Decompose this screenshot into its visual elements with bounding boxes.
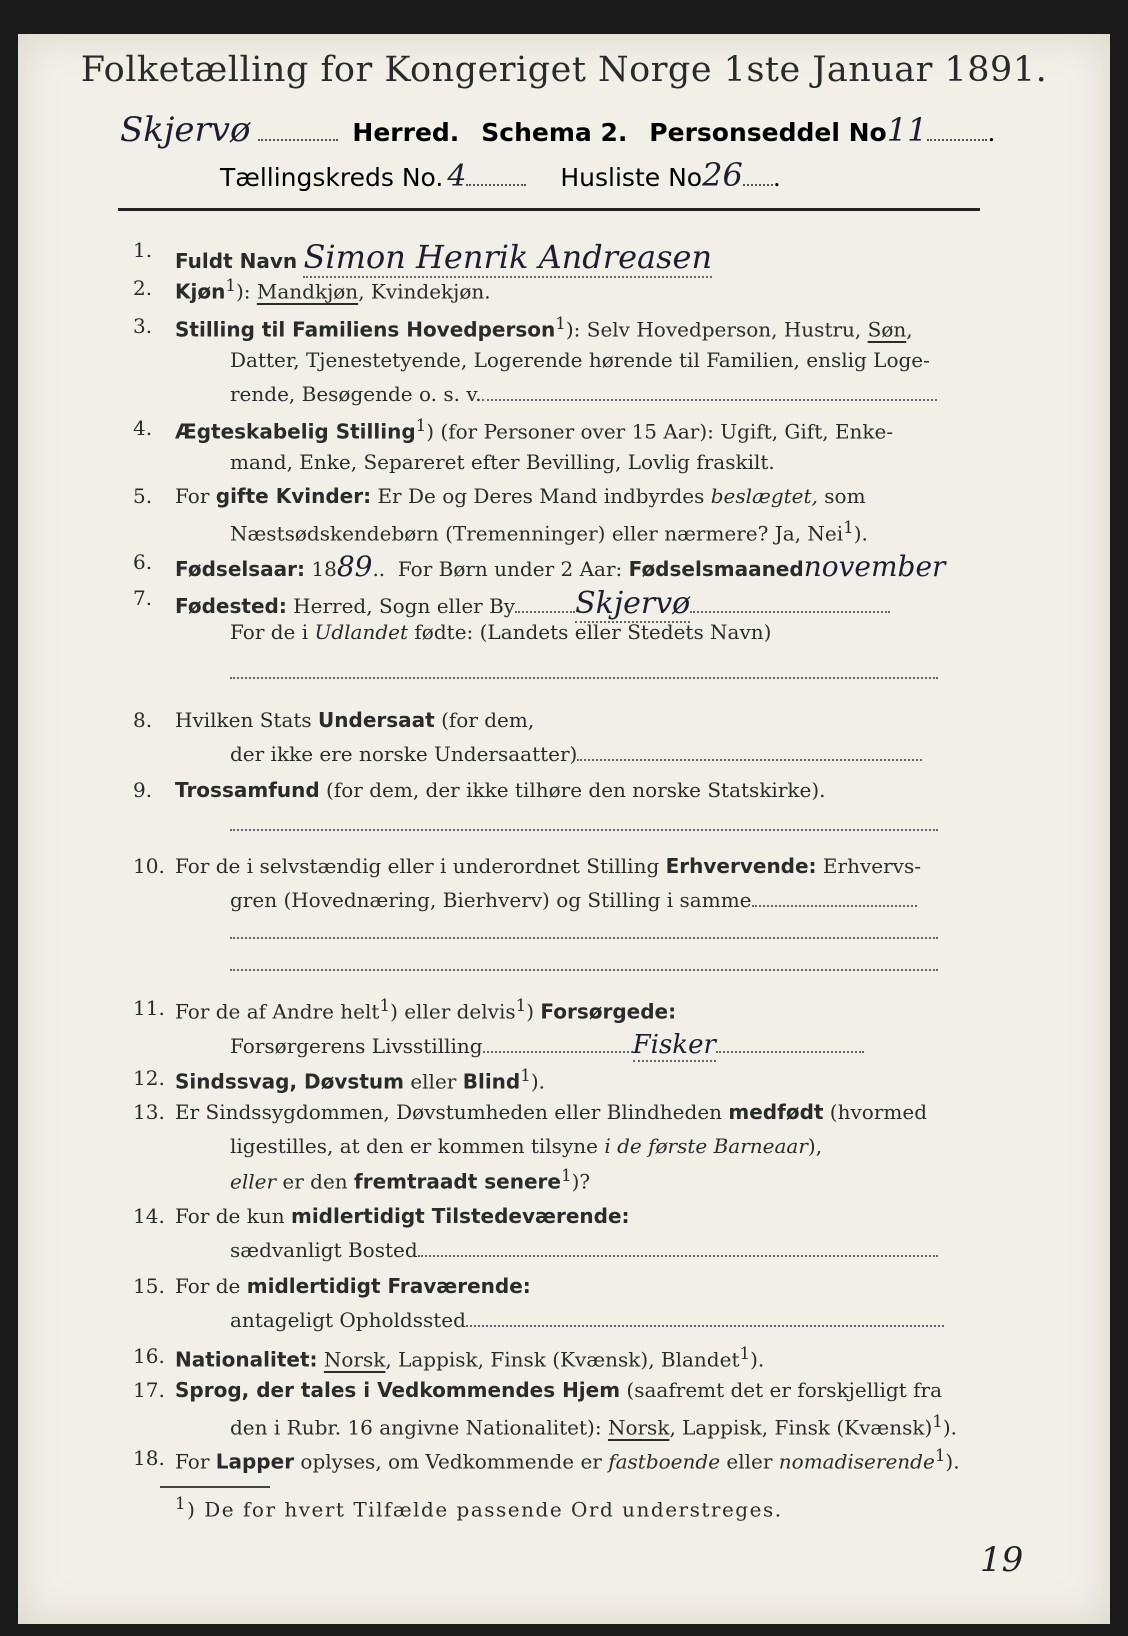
footnote-rule — [160, 1486, 270, 1488]
gender-label: Kjøn — [175, 279, 226, 304]
supported-pre: For de af Andre helt — [175, 999, 380, 1024]
lapps-mid: eller — [720, 1449, 779, 1474]
congenital-line-3-mid: er den — [276, 1169, 355, 1194]
kreds-value: 4 — [447, 159, 467, 194]
footnote-ref: 1 — [379, 996, 391, 1015]
temp-present-pre: For de kun — [175, 1204, 291, 1228]
supporter-occupation-label: Forsørgerens Livsstilling — [230, 1034, 483, 1058]
religion-text: (for dem, der ikke tilhøre den norske Statskirke). — [319, 778, 826, 802]
footnote-ref: 1 — [560, 1166, 572, 1185]
nationality-end: ). — [750, 1347, 765, 1372]
language-label: Sprog, der tales i Vedkommendes Hjem — [175, 1378, 621, 1402]
lapps-label: Lapper — [215, 1449, 295, 1474]
occupation-pre: For de i selvstændig eller i underordnet Stilling — [175, 854, 666, 878]
item-number: 3. — [133, 314, 153, 338]
header-divider — [118, 208, 980, 211]
whereabouts-line — [230, 1308, 944, 1332]
married-end: ). — [853, 521, 868, 546]
fill-line — [230, 937, 938, 939]
footnote-ref: 1 — [520, 1066, 531, 1085]
occupation-line-2 — [230, 888, 917, 912]
footnote-ref: 1 — [932, 1412, 943, 1431]
herred-dots — [258, 117, 338, 141]
congenital-pre: Er Sindssygdommen, Døvstumheden eller Blindheden — [175, 1100, 729, 1124]
fill-line — [466, 1325, 944, 1327]
temp-present-label: midlertidigt Tilstedeværende: — [290, 1204, 630, 1228]
item-12-text — [175, 1066, 545, 1094]
footnote-ref: 1 — [415, 416, 427, 435]
item-9-text — [175, 778, 826, 802]
item-number: 4. — [133, 416, 153, 440]
married-women-label: gifte Kvinder: — [215, 484, 372, 508]
family-position-options: Datter, Tjenestetyende, Logerende hørende til Familien, enslig Loge- — [230, 348, 930, 372]
footnote-ref: 1 — [739, 1344, 751, 1363]
item-number: 17. — [133, 1378, 165, 1402]
disability-end: ). — [530, 1069, 546, 1094]
item-number: 8. — [133, 708, 153, 732]
item-number: 9. — [133, 778, 153, 802]
usual-residence-label: sædvanligt Bosted — [230, 1238, 418, 1262]
herred-label: Herred. — [352, 118, 460, 147]
citizenship-label: Undersaat — [318, 708, 435, 732]
birth-year-prefix: 18 — [305, 557, 337, 581]
item-number: 15. — [133, 1274, 165, 1298]
marital-options: mand, Enke, Separeret efter Bevilling, Lovlig fraskilt. — [230, 450, 775, 474]
supporter-occupation-value: Fisker — [632, 1030, 716, 1060]
full-name-label: Fuldt Navn — [175, 249, 298, 273]
congenital-label: medfødt — [728, 1100, 824, 1124]
personseddel-dots — [927, 117, 987, 141]
footnote-text: ) De for hvert Tilfælde passende Ord understreges. — [187, 1497, 783, 1522]
birthplace-text: Herred, Sogn eller By — [286, 594, 516, 618]
family-position-label: Stilling til Familiens Hovedperson — [175, 317, 556, 342]
item-8-text — [175, 708, 534, 732]
lapps-text: oplyses, om Vedkommende er — [294, 1449, 609, 1474]
item-number: 16. — [133, 1344, 165, 1368]
occupation-label: Erhvervende: — [665, 854, 817, 878]
item-3-text — [175, 314, 913, 342]
fill-line — [515, 611, 575, 613]
occupation-note: gren (Hovednæring, Bierhverv) og Stilling i samme — [230, 888, 752, 912]
disability-label: Sindssvag, Døvstum — [175, 1069, 404, 1094]
supported-space: ) — [526, 999, 541, 1024]
congenital-line-2-pre: ligestilles, at den er kommen tilsyne — [230, 1134, 605, 1158]
lapps-settled: fastboende — [608, 1449, 721, 1474]
header-line-kreds: Tællingskreds No. 4 Husliste No26 . — [220, 156, 781, 194]
nationality-options: , Lappisk, Finsk (Kvænsk), Blandet — [385, 1347, 740, 1372]
birth-month-text: For Børn under 2 Aar: — [397, 557, 629, 581]
personseddel-label: Personseddel No — [649, 118, 887, 147]
supported-label: Forsørgede: — [540, 999, 677, 1024]
item-number: 6. — [133, 550, 153, 574]
birthplace-abroad-italic: Udlandet — [314, 620, 409, 644]
item-18-text — [175, 1446, 960, 1474]
kreds-label: Tællingskreds No. — [220, 163, 444, 192]
congenital-line-2 — [230, 1134, 822, 1158]
item-15-text — [175, 1274, 531, 1298]
nationality-selected: Norsk — [323, 1347, 386, 1372]
item-number: 13. — [133, 1100, 165, 1124]
congenital-text: (hvormed — [823, 1100, 927, 1124]
schema-label: Schema 2. — [481, 118, 628, 147]
item-number: 11. — [133, 996, 165, 1020]
temp-absent-label: midlertidigt Fraværende: — [246, 1274, 531, 1298]
fill-line — [752, 905, 917, 907]
birth-year-value: 89 — [336, 550, 373, 583]
citizenship-line-2 — [230, 742, 922, 766]
birthplace-abroad — [230, 620, 771, 644]
family-position-options-tail: rende, Besøgende o. s. v. — [230, 382, 482, 406]
footnote-ref: 1 — [934, 1446, 946, 1465]
husliste-value: 26 — [702, 156, 743, 194]
item-10-text — [175, 854, 921, 878]
congenital-line-3 — [230, 1166, 590, 1194]
married-pre: For — [175, 484, 216, 508]
language-line-2 — [230, 1412, 957, 1440]
item-number: 10. — [133, 854, 165, 878]
later-onset-label: fremtraadt senere — [354, 1169, 561, 1194]
gender-text: ): — [235, 279, 257, 304]
item-11-text — [175, 996, 676, 1024]
husliste-label: Husliste No — [560, 163, 703, 192]
herred-value: Skjervø — [120, 110, 251, 150]
language-text: (saafremt det er forskjelligt fra — [620, 1378, 942, 1402]
fill-line — [690, 611, 890, 613]
usual-residence-line — [230, 1238, 938, 1262]
fill-line — [230, 677, 938, 679]
congenital-line-2-post: ), — [807, 1134, 823, 1158]
gender-selected: Mandkjøn — [256, 279, 359, 304]
language-options: , Lappisk, Finsk (Kvænsk) — [669, 1415, 933, 1440]
item-number: 12. — [133, 1066, 165, 1090]
occupation-text: Erhvervs- — [816, 854, 921, 878]
kreds-dots — [466, 162, 526, 186]
congenital-end: )? — [571, 1169, 591, 1194]
family-position-text: ): Selv Hovedperson, Hustru, — [565, 317, 868, 342]
fill-line — [716, 1051, 864, 1053]
language-end: ). — [942, 1415, 958, 1440]
fill-line — [577, 759, 922, 761]
whereabouts-label: antageligt Opholdssted — [230, 1308, 466, 1332]
temp-absent-pre: For de — [175, 1274, 247, 1298]
family-position-options-end — [230, 382, 937, 406]
language-selected: Norsk — [607, 1415, 670, 1440]
married-question: Næstsødskendebørn (Tremenninger) eller nærmere? Ja, Nei — [230, 521, 844, 546]
citizenship-note: der ikke ere norske Undersaatter) — [230, 742, 578, 766]
citizenship-text: (for dem, — [434, 708, 535, 732]
family-position-selected: Søn — [867, 317, 907, 342]
married-italic: beslægtet, — [710, 484, 818, 508]
item-number: 2. — [133, 276, 153, 300]
disability-mid: eller — [403, 1069, 463, 1094]
birthplace-abroad-post: fødte: (Landets eller Stedets Navn) — [408, 620, 772, 644]
religion-label: Trossamfund — [175, 778, 320, 802]
supported-mid: ) eller delvis — [390, 999, 516, 1024]
personseddel-value: 11 — [886, 111, 928, 149]
husliste-dots — [743, 162, 773, 186]
nationality-label: Nationalitet: — [175, 1347, 318, 1372]
lapps-nomadic: nomadiserende — [778, 1449, 935, 1474]
footnote-ref: 1 — [225, 276, 236, 295]
form-title: Folketælling for Kongeriget Norge 1ste Januar 1891. — [80, 50, 1048, 90]
fill-line — [482, 399, 937, 401]
married-text: Er De og Deres Mand indbyrdes — [371, 484, 711, 508]
fill-line — [230, 969, 938, 971]
gender-text-rest: , Kvindekjøn. — [358, 279, 491, 304]
citizenship-pre: Hvilken Stats — [175, 708, 319, 732]
item-number: 7. — [133, 586, 153, 610]
footnote-ref: 1 — [843, 518, 854, 537]
item-17-text — [175, 1378, 942, 1402]
fill-line — [483, 1051, 633, 1053]
fill-line — [418, 1255, 938, 1257]
birthplace-value: Skjervø — [575, 586, 691, 621]
married-line-2 — [230, 518, 868, 546]
birthplace-label: Fødested: — [175, 594, 287, 618]
item-14-text — [175, 1204, 630, 1228]
item-number: 14. — [133, 1204, 165, 1228]
lapps-pre: For — [175, 1449, 216, 1474]
page-mark: 19 — [980, 1540, 1024, 1580]
blind-label: Blind — [462, 1069, 521, 1094]
congenital-line-3-italic: eller — [230, 1169, 277, 1194]
birth-year-label: Fødselsaar: — [175, 557, 305, 581]
footnote-ref: 1 — [515, 996, 527, 1015]
marital-text: ) (for Personer over 15 Aar): Ugift, Gift, Enke- — [426, 419, 894, 444]
header-line-herred: Skjervø Herred. Schema 2. Personseddel No11 . — [120, 110, 996, 150]
footnote-ref: 1 — [555, 314, 566, 333]
fill-line — [230, 829, 938, 831]
lapps-end: ). — [945, 1449, 960, 1474]
congenital-line-2-italic: i de første Barneaar — [604, 1134, 808, 1158]
marital-label: Ægteskabelig Stilling — [175, 419, 416, 444]
footnote — [175, 1494, 783, 1522]
married-text-end: som — [817, 484, 866, 508]
full-name-value: Simon Henrik Andreasen — [303, 238, 713, 276]
language-line-2-pre: den i Rubr. 16 angivne Nationalitet): — [230, 1415, 608, 1440]
item-number: 1. — [133, 238, 153, 262]
item-1-text — [175, 238, 712, 276]
birthplace-abroad-pre: For de i — [230, 620, 315, 644]
item-number: 5. — [133, 484, 153, 508]
item-number: 18. — [133, 1446, 165, 1470]
item-6-text: Fødselsaar: 1889.. For Børn under 2 Aar: Fødselsmaanednovember — [175, 550, 946, 583]
item-4-text — [175, 416, 893, 444]
item-13-text — [175, 1100, 927, 1124]
item-16-text — [175, 1344, 764, 1372]
footnote-marker: 1 — [175, 1494, 188, 1513]
item-7-text — [175, 586, 890, 621]
birth-month-value: november — [803, 550, 946, 583]
item-5-text — [175, 484, 866, 508]
family-position-comma: , — [906, 317, 913, 342]
item-2-text — [175, 276, 491, 304]
supporter-line — [230, 1030, 864, 1060]
birth-month-label: Fødselsmaaned — [628, 557, 804, 581]
